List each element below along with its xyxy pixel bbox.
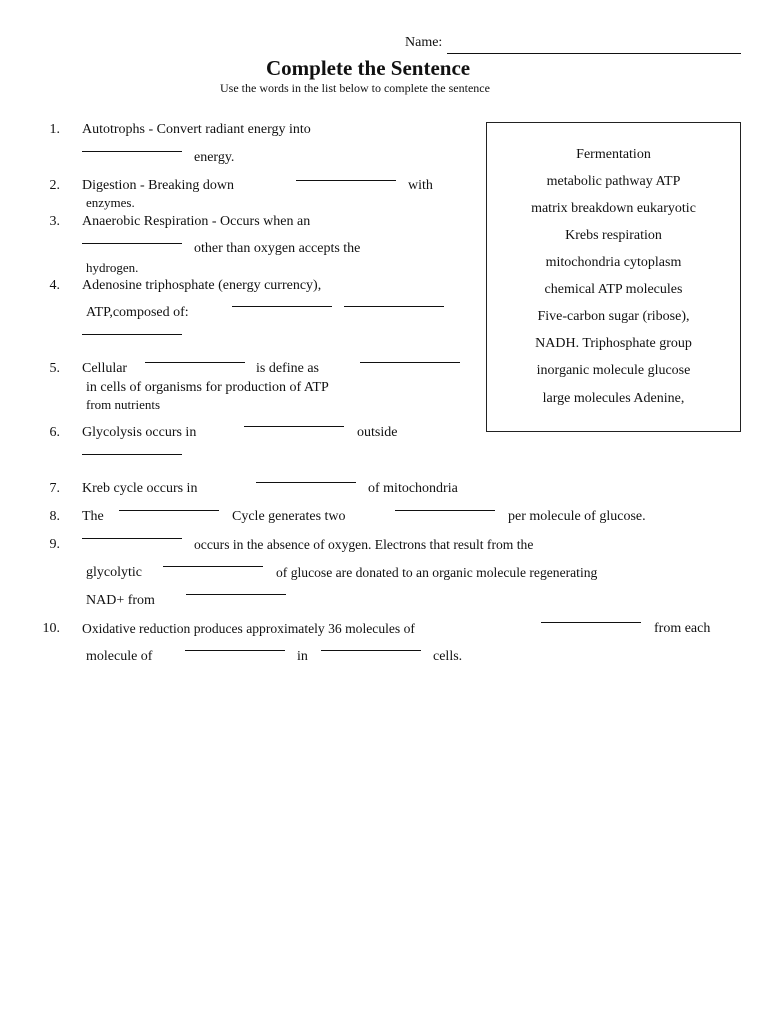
question-number: 6.: [49, 425, 60, 440]
question-text: other than oxygen accepts the: [194, 241, 361, 256]
question-number: 4.: [49, 278, 60, 293]
word-bank-line: NADH. Triphosphate group: [535, 336, 692, 351]
question-text: ATP,composed of:: [86, 305, 189, 320]
question-text: hydrogen.: [86, 260, 139, 275]
word-bank-line: Krebs respiration: [565, 228, 662, 243]
question-text: outside: [357, 425, 398, 440]
question-text: Cellular: [82, 361, 128, 376]
word-bank-line: mitochondria cytoplasm: [545, 255, 682, 270]
question-text: energy.: [194, 150, 235, 165]
question-text: Glycolysis occurs in: [82, 425, 197, 440]
question-text: with: [408, 178, 433, 193]
question-number: 9.: [49, 537, 60, 552]
page-title: Complete the Sentence: [266, 56, 471, 80]
answer-blank[interactable]: [321, 650, 421, 651]
question-text: Oxidative reduction produces approximately 36 molecules of: [82, 621, 415, 636]
question-text: of mitochondria: [368, 481, 458, 496]
question-text: from each: [654, 621, 711, 636]
answer-blank[interactable]: [541, 622, 641, 623]
question-text: The: [82, 509, 104, 524]
word-bank-line: matrix breakdown eukaryotic: [531, 201, 696, 216]
question-text: NAD+ from: [86, 593, 155, 608]
question-number: 10.: [42, 621, 60, 636]
word-bank-line: large molecules Adenine,: [542, 391, 685, 406]
question-text: enzymes.: [86, 195, 135, 210]
question-text: in cells of organisms for production of ATP: [86, 380, 329, 395]
word-bank-line: Fermentation: [576, 147, 651, 162]
answer-blank[interactable]: [232, 306, 332, 307]
question-number: 8.: [49, 509, 60, 524]
answer-blank[interactable]: [82, 454, 182, 455]
answer-blank[interactable]: [82, 538, 182, 539]
question-text: is define as: [256, 361, 319, 376]
question-number: 5.: [49, 361, 60, 376]
word-bank-line: inorganic molecule glucose: [536, 363, 691, 378]
answer-blank[interactable]: [82, 151, 182, 152]
question-text: Kreb cycle occurs in: [82, 481, 198, 496]
answer-blank[interactable]: [82, 243, 182, 244]
answer-blank[interactable]: [186, 594, 286, 595]
answer-blank[interactable]: [256, 482, 356, 483]
name-label: Name:: [405, 35, 443, 50]
question-text: per molecule of glucose.: [508, 509, 646, 524]
answer-blank[interactable]: [244, 426, 344, 427]
name-field[interactable]: [447, 53, 741, 54]
instructions: Use the words in the list below to complete the sentence: [220, 81, 490, 95]
answer-blank[interactable]: [360, 362, 460, 363]
question-text: occurs in the absence of oxygen. Electrons that result from the: [194, 537, 534, 552]
answer-blank[interactable]: [395, 510, 495, 511]
word-bank-line: metabolic pathway ATP: [546, 174, 681, 189]
question-text: Cycle generates two: [232, 509, 346, 524]
answer-blank[interactable]: [163, 566, 263, 567]
word-bank-line: Five-carbon sugar (ribose),: [537, 309, 690, 324]
answer-blank[interactable]: [296, 180, 396, 181]
question-number: 1.: [49, 122, 60, 137]
question-text: in: [297, 649, 308, 664]
answer-blank[interactable]: [145, 362, 245, 363]
question-text: Digestion - Breaking down: [82, 178, 235, 193]
answer-blank[interactable]: [119, 510, 219, 511]
question-text: cells.: [433, 649, 463, 664]
answer-blank[interactable]: [344, 306, 444, 307]
question-text: molecule of: [86, 649, 153, 664]
question-number: 3.: [49, 214, 60, 229]
question-text: Autotrophs - Convert radiant energy into: [82, 122, 311, 137]
question-text: from nutrients: [86, 397, 161, 412]
answer-blank[interactable]: [82, 334, 182, 335]
question-text: Anaerobic Respiration - Occurs when an: [82, 214, 311, 229]
question-number: 7.: [49, 481, 60, 496]
question-text: of glucose are donated to an organic molecule regenerating: [276, 565, 598, 580]
question-text: Adenosine triphosphate (energy currency),: [82, 278, 322, 293]
answer-blank[interactable]: [185, 650, 285, 651]
question-text: glycolytic: [86, 565, 142, 580]
word-bank-box: [486, 122, 741, 432]
question-number: 2.: [49, 178, 60, 193]
word-bank-line: chemical ATP molecules: [544, 282, 683, 297]
